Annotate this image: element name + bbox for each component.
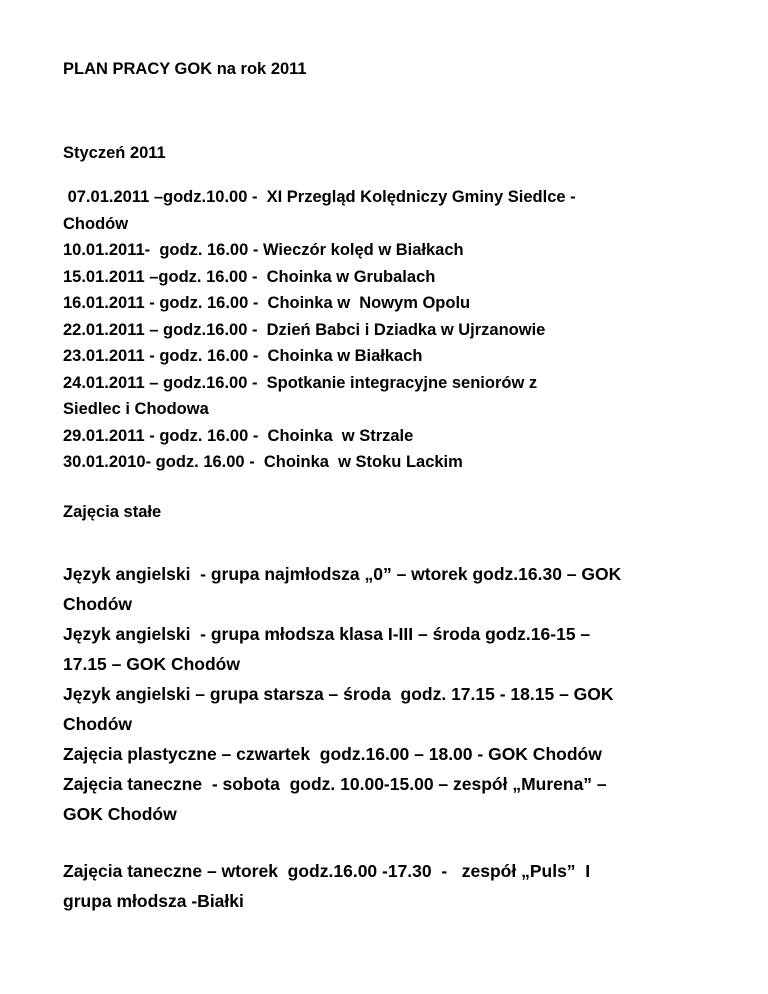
class-line: Język angielski – grupa starsza – środa godz. 17.15 - 18.15 – GOK bbox=[63, 684, 614, 704]
event-line: 23.01.2011 - godz. 16.00 - Choinka w Białkach bbox=[63, 347, 423, 365]
event-line: 07.01.2011 –godz.10.00 - XI Przegląd Kolędniczy Gminy Siedlce - bbox=[63, 188, 576, 206]
class-line: Język angielski - grupa najmłodsza „0” – wtorek godz.16.30 – GOK bbox=[63, 564, 622, 584]
event-line: Chodów bbox=[63, 214, 129, 233]
section-heading: Zajęcia stałe bbox=[63, 503, 162, 521]
class-line: Zajęcia plastyczne – czwartek godz.16.00 – 18.00 - GOK Chodów bbox=[63, 744, 602, 764]
event-line: Siedlec i Chodowa bbox=[63, 400, 209, 418]
class-line: 17.15 – GOK Chodów bbox=[63, 654, 240, 674]
event-line: 10.01.2011- godz. 16.00 - Wieczór kolęd w Białkach bbox=[63, 241, 464, 259]
month-heading: Styczeń 2011 bbox=[63, 144, 166, 162]
class-line: Chodów bbox=[63, 594, 133, 614]
class-line: GOK Chodów bbox=[63, 804, 177, 824]
class-line: Zajęcia taneczne - sobota godz. 10.00-15.00 – zespół „Murena” – bbox=[63, 774, 607, 794]
class-line: Język angielski - grupa młodsza klasa I-III – środa godz.16-15 – bbox=[63, 624, 591, 644]
document-title: PLAN PRACY GOK na rok 2011 bbox=[63, 60, 307, 78]
class-line: Zajęcia taneczne – wtorek godz.16.00 -17.30 - zespół „Puls” I bbox=[63, 861, 591, 881]
event-line: 30.01.2010- godz. 16.00 - Choinka w Stoku Lackim bbox=[63, 453, 463, 471]
class-line: Chodów bbox=[63, 714, 133, 734]
event-line: 22.01.2011 – godz.16.00 - Dzień Babci i Dziadka w Ujrzanowie bbox=[63, 320, 546, 339]
event-line: 24.01.2011 – godz.16.00 - Spotkanie integracyjne seniorów z bbox=[63, 373, 538, 392]
event-line: 16.01.2011 - godz. 16.00 - Choinka w Nowym Opolu bbox=[63, 294, 471, 312]
classes-list bbox=[63, 559, 723, 829]
classes-list-continued bbox=[63, 856, 723, 916]
event-line: 29.01.2011 - godz. 16.00 - Choinka w Strzale bbox=[63, 426, 414, 445]
class-line: grupa młodsza -Białki bbox=[63, 891, 244, 911]
event-line: 15.01.2011 –godz. 16.00 - Choinka w Grubalach bbox=[63, 267, 436, 286]
events-list bbox=[63, 184, 723, 476]
